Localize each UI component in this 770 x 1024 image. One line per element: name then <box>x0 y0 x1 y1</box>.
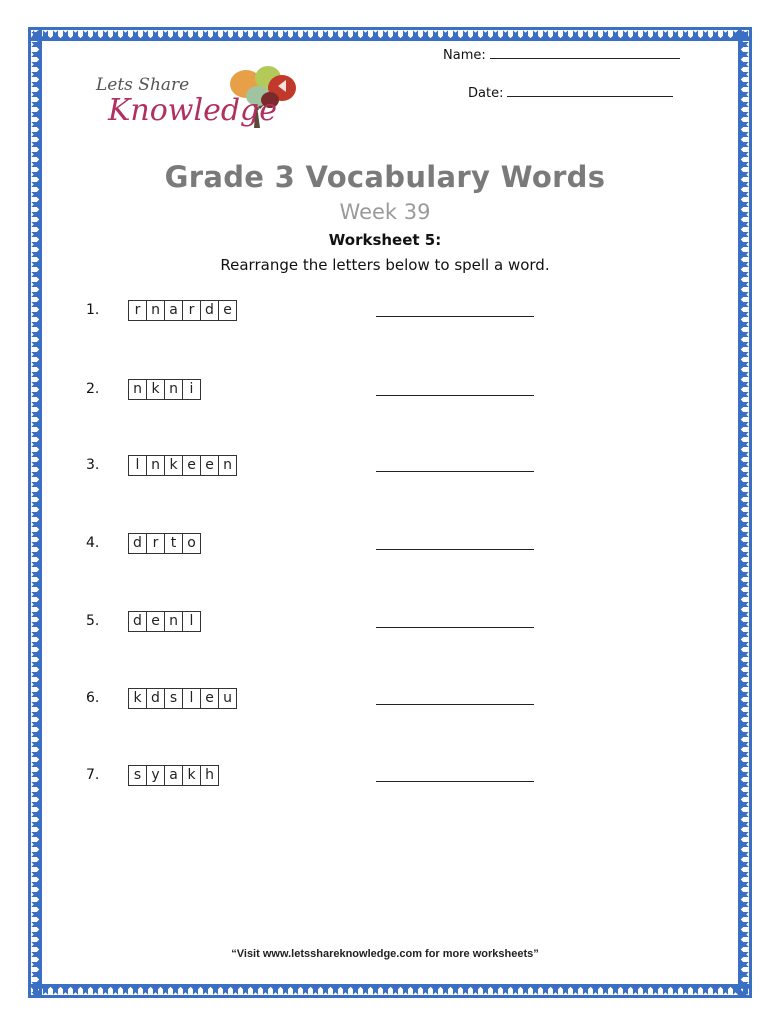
date-line[interactable] <box>507 84 673 97</box>
letter-box: l <box>135 457 140 473</box>
letter-box: e <box>146 612 164 631</box>
letter-box: l <box>182 612 200 631</box>
answer-line[interactable] <box>376 395 534 396</box>
question-number: 6. <box>86 690 100 706</box>
letter-boxes <box>128 379 201 400</box>
letter-box: n <box>218 456 236 475</box>
letter-box: n <box>133 381 142 397</box>
letter-box: o <box>182 534 200 553</box>
letter-box: r <box>182 301 200 320</box>
letter-box: s <box>164 689 182 708</box>
letter-box: a <box>164 301 182 320</box>
letter-box: n <box>146 456 164 475</box>
letter-box: k <box>146 380 164 399</box>
letter-box: s <box>133 767 142 783</box>
letter-box: d <box>146 689 164 708</box>
answer-line[interactable] <box>376 316 534 317</box>
letter-box: a <box>164 766 182 785</box>
date-label: Date: <box>468 86 504 101</box>
page-border-bottom <box>28 984 752 998</box>
letter-box: r <box>146 534 164 553</box>
letter-box: u <box>218 689 236 708</box>
letter-box: t <box>164 534 182 553</box>
question-number: 7. <box>86 767 100 783</box>
answer-line[interactable] <box>376 704 534 705</box>
page-title: Grade 3 Vocabulary Words <box>164 160 606 194</box>
footer-note: “Visit www.letsshareknowledge.com for more worksheets” <box>231 948 539 960</box>
question-number: 5. <box>86 613 100 629</box>
logo-line2: Knowledge <box>108 93 277 128</box>
instructions: Rearrange the letters below to spell a word. <box>220 256 550 274</box>
letter-box: e <box>218 301 236 320</box>
week-label: Week 39 <box>339 200 431 224</box>
question-number: 4. <box>86 535 100 551</box>
letter-box: h <box>200 766 218 785</box>
name-field <box>443 46 680 63</box>
answer-line[interactable] <box>376 471 534 472</box>
answer-line[interactable] <box>376 549 534 550</box>
letter-boxes <box>128 611 201 632</box>
letter-box: y <box>146 766 164 785</box>
letter-box: n <box>164 380 182 399</box>
question-number: 3. <box>86 457 100 473</box>
letter-box: n <box>164 612 182 631</box>
letter-box: l <box>182 689 200 708</box>
logo-line1: Lets Share <box>96 75 190 95</box>
letter-box: d <box>133 613 142 629</box>
letter-boxes <box>128 455 237 476</box>
name-label: Name: <box>443 48 486 63</box>
letter-box: i <box>182 380 200 399</box>
date-field <box>468 84 673 101</box>
page-border-top <box>28 27 752 41</box>
letter-box: e <box>200 456 218 475</box>
letter-box: k <box>164 456 182 475</box>
letter-box: e <box>200 689 218 708</box>
letter-box: r <box>134 302 141 318</box>
letter-box: e <box>182 456 200 475</box>
answer-line[interactable] <box>376 627 534 628</box>
letter-box: k <box>182 766 200 785</box>
question-number: 1. <box>86 302 100 318</box>
letter-box: d <box>133 535 142 551</box>
question-number: 2. <box>86 381 100 397</box>
letter-boxes <box>128 300 237 321</box>
letter-box: k <box>133 690 142 706</box>
letter-box: d <box>200 301 218 320</box>
letter-box: n <box>146 301 164 320</box>
letter-boxes <box>128 765 219 786</box>
answer-line[interactable] <box>376 781 534 782</box>
letter-boxes <box>128 533 201 554</box>
lets-share-knowledge-logo <box>88 58 308 148</box>
worksheet-label: Worksheet 5: <box>328 231 442 249</box>
name-line[interactable] <box>490 46 680 59</box>
letter-boxes <box>128 688 237 709</box>
